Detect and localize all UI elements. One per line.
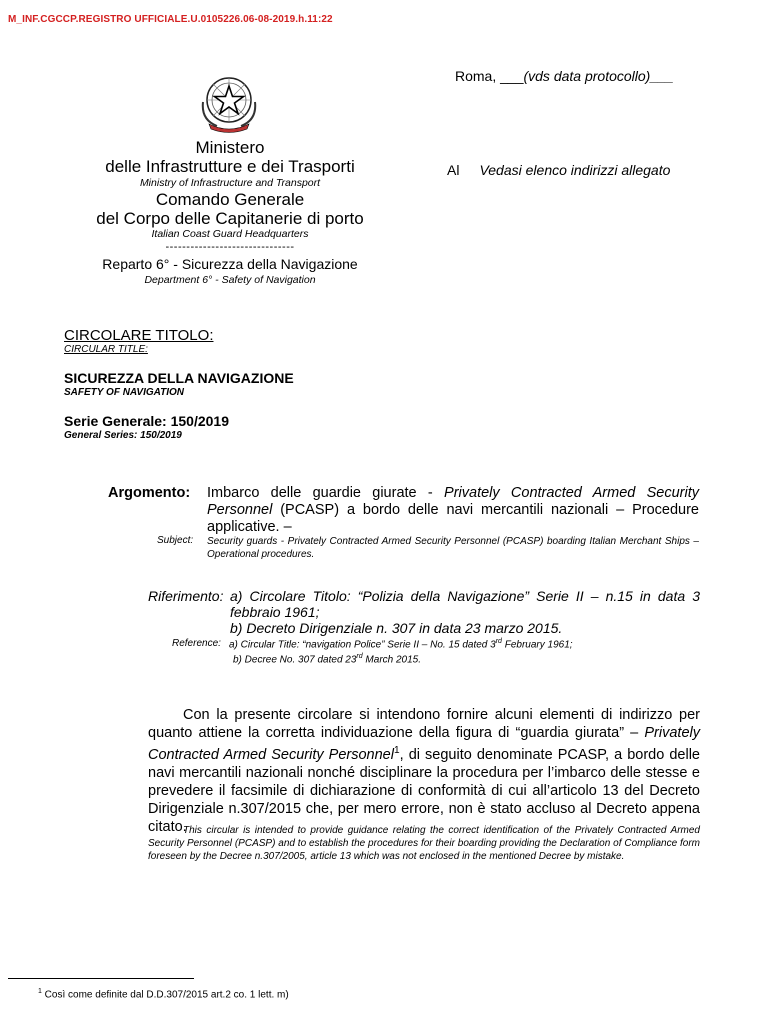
series: Serie Generale: 150/2019 — [64, 413, 230, 429]
reference-b: b) Decreto Dirigenziale n. 307 in data 23 marzo 2015. — [230, 620, 563, 636]
header-ministry-name-en: Ministry of Infrastructure and Transport — [139, 177, 321, 189]
header-comando: Comando Generale — [155, 190, 305, 209]
header-divider: ------------------------------- — [165, 241, 295, 253]
subject-text-en: Security guards - Privately Contracted Armed Security Personnel (PCASP) boarding Italian Merchant Ships – Operational procedures. — [207, 536, 699, 560]
header-corpo-en: Italian Coast Guard Headquarters — [151, 228, 309, 240]
series-en: General Series: 150/2019 — [64, 430, 182, 441]
body-paragraph: Con la presente circolare si intendono fornire alcuni elementi di indirizzo per quanto attiene la corretta individuazione della figura di “guardia giurata” – Privately Contracted Armed Security Personnel$^1$, di seguito denominate PCASP, a bordo delle navi mercantili nazionali nonché disciplinare la procedura per l’imbarco delle stesse e prevedere il facsimile di dichiarazione di conformità di cui all’articolo 13 del Decreto Dirigenziale n.307/2015 che, per mero errore, non è stato accluso al Decreto appena citato. — [148, 707, 701, 835]
italian-emblem-icon — [195, 72, 263, 136]
reference-label-en: Reference: — [172, 638, 221, 649]
header-corpo: del Corpo delle Capitanerie di porto — [96, 209, 364, 228]
header-ministry-name: delle Infrastrutture e dei Trasporti — [105, 157, 355, 176]
footnote-separator — [8, 978, 194, 979]
subject-text: Imbarco delle guardie giurate - Privately Contracted Armed Security Personnel (PCASP) a bordo delle navi mercantili nazionali – Procedure applicative. – — [207, 485, 699, 535]
circular-title-en: SAFETY OF NAVIGATION — [64, 387, 185, 398]
header-ministero: Ministero — [195, 138, 265, 157]
circular-label-en: CIRCULAR TITLE: — [64, 344, 148, 355]
reference-a: a) Circolare Titolo: “Polizia della Navigazione” Serie II – n.15 in data 3 febbraio 1961; — [230, 588, 700, 620]
place-date: Roma, ___(vds data protocollo)___ — [455, 68, 674, 84]
recipient: Al Vedasi elenco indirizzi allegato — [447, 162, 671, 178]
body-paragraph-en: This circular is intended to provide guidance relating the correct identification of the Privately Contracted Armed Security Personnel (PCASP) and to establish the procedures for their boarding providing the Declaration of Compliance form foreseen by the Decree n.307/2005, article 13 which was not enclosed in the mentioned Decree by mistake. — [148, 825, 700, 862]
footnote: $^1$ Così come definite dal D.D.307/2015 art.2 co. 1 lett. m) — [38, 988, 289, 1001]
circular-title: SICUREZZA DELLA NAVIGAZIONE — [64, 370, 294, 386]
reference-b-en: b) Decree No. 307 dated 23rd March 2015. — [233, 653, 422, 666]
protocol-stamp: M_INF.CGCCP.REGISTRO UFFICIALE.U.0105226.06-08-2019.h.11:22 — [8, 14, 333, 25]
subject-label: Argomento: — [108, 485, 191, 501]
header-department-en: Department 6° - Safety of Navigation — [144, 274, 316, 286]
reference-label: Riferimento: — [148, 588, 224, 604]
header-department: Reparto 6° - Sicurezza della Navigazione — [102, 256, 358, 272]
reference-a-en: a) Circular Title: “navigation Police” Serie II – No. 15 dated 3rd February 1961; — [229, 638, 573, 651]
circular-label: CIRCOLARE TITOLO: — [64, 327, 214, 344]
subject-label-en: Subject: — [157, 535, 194, 546]
